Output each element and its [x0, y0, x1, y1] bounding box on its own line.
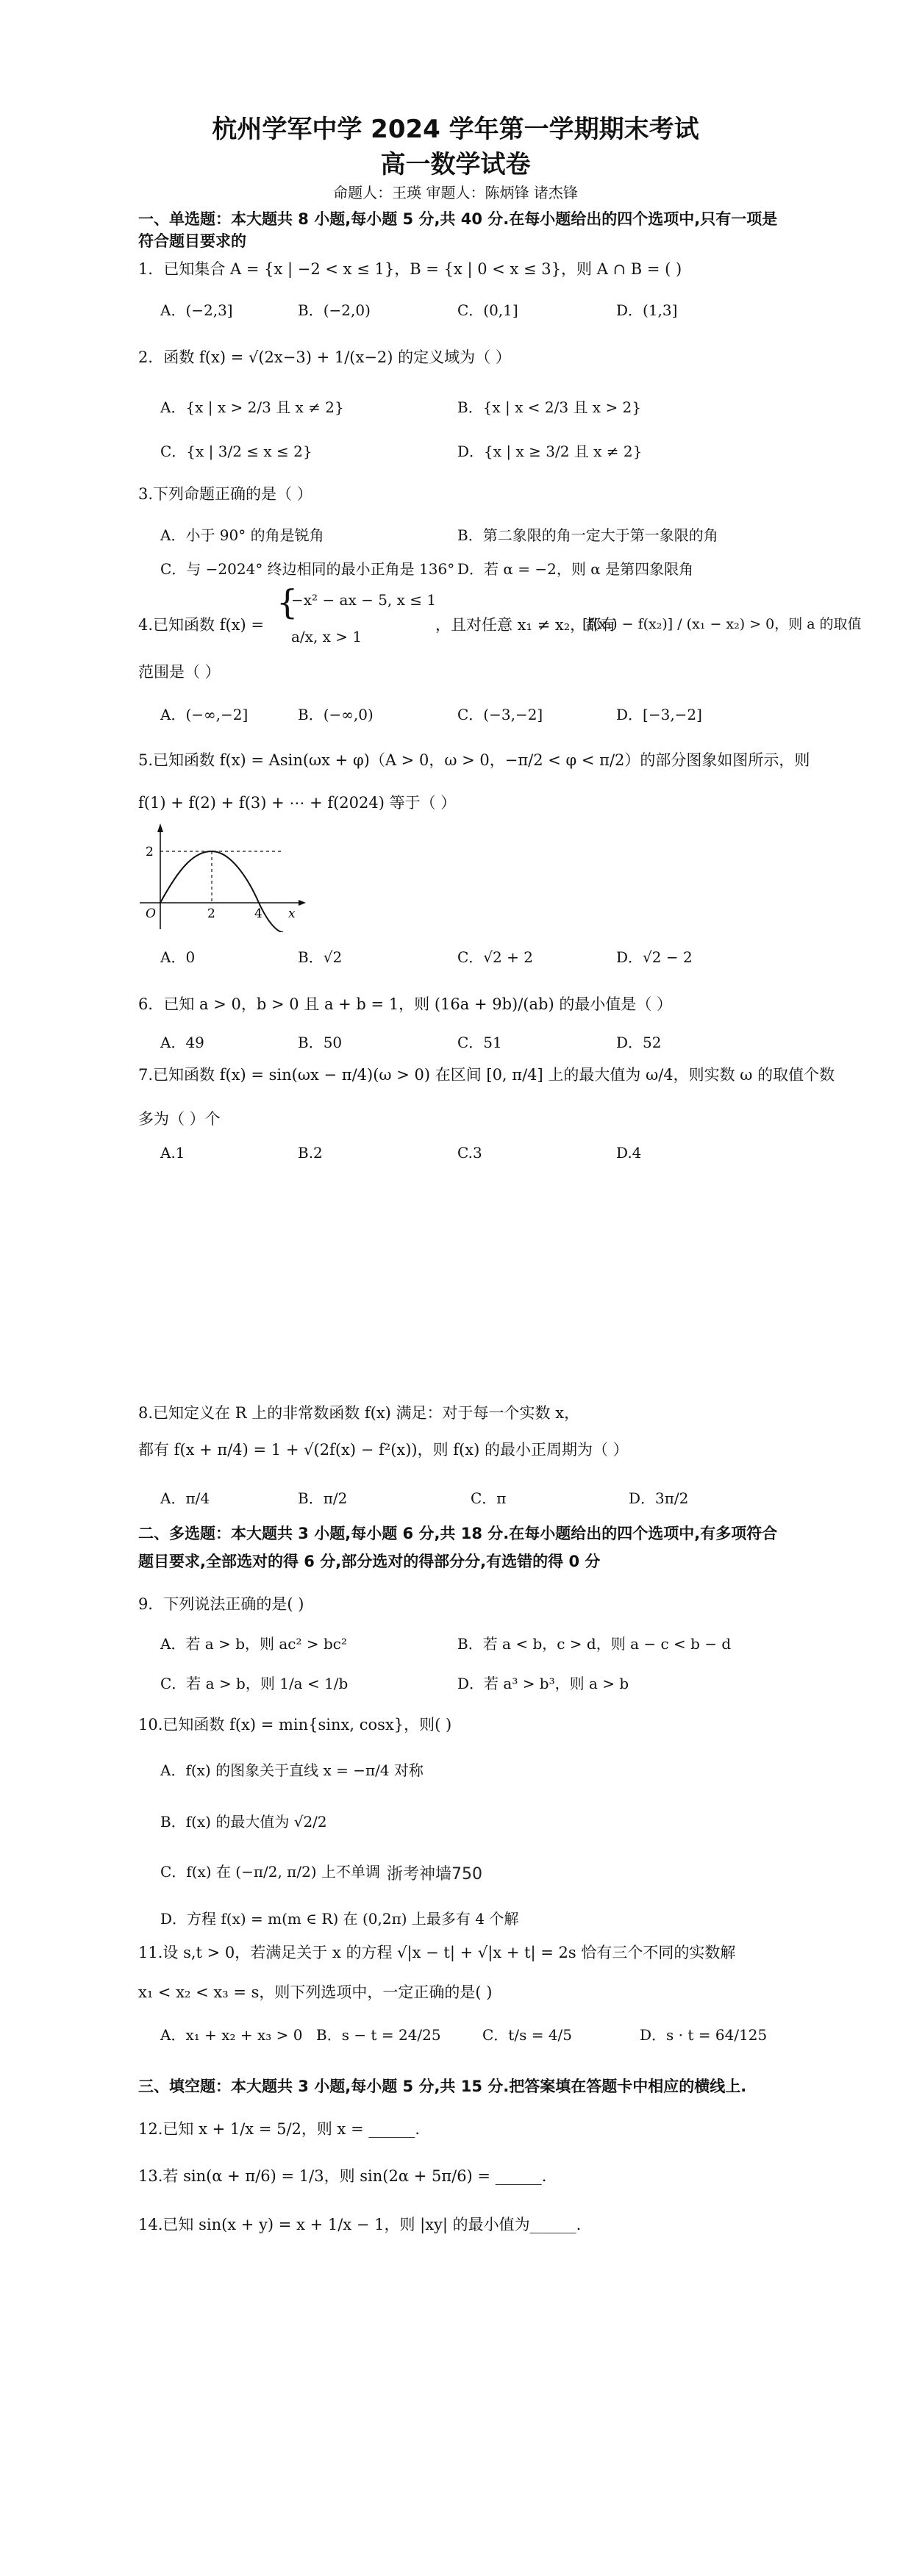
question-11-option-c: C．t/s = 4/5 [482, 2026, 573, 2044]
question-2-option-a: A．{x | x > 2/3 且 x ≠ 2} [160, 398, 344, 416]
question-1-option-b: B．(−2,0) [298, 301, 371, 319]
question-10-option-a: A．f(x) 的图象关于直线 x = −π/4 对称 [160, 1761, 424, 1779]
question-10-option-c: C．f(x) 在 (−π/2, π/2) 上不单调 [160, 1863, 380, 1881]
question-9-stem: 9．下列说法正确的是( ) [138, 1595, 304, 1613]
x-tick-label-4: 4 [254, 906, 262, 921]
question-7-option-b: B.2 [298, 1144, 323, 1162]
sine-graph-figure [132, 822, 309, 932]
question-4-stem-line2: 范围是（ ） [138, 663, 221, 681]
question-3-stem: 3.下列命题正确的是（ ） [138, 485, 312, 503]
question-12-stem: 12.已知 x + 1/x = 5/2，则 x = ______. [138, 2120, 421, 2138]
question-1-option-a: A．(−2,3] [160, 301, 233, 319]
question-8-option-b: B．π/2 [298, 1489, 348, 1507]
question-5-option-c: C．√2 + 2 [457, 948, 533, 966]
question-11-option-a: A．x₁ + x₂ + x₃ > 0 [160, 2026, 303, 2044]
section-heading: 二、多选题：本大题共 3 小题,每小题 6 分,共 18 分.在每小题给出的四个选项中,有多项符合 [138, 1525, 778, 1542]
question-9-option-b: B．若 a < b，c > d，则 a − c < b − d [457, 1635, 732, 1653]
question-6-option-c: C．51 [457, 1034, 502, 1051]
question-11-option-d: D．s · t = 64/125 [640, 2026, 768, 2044]
question-7-option-c: C.3 [457, 1144, 482, 1162]
question-8-option-a: A．π/4 [160, 1489, 210, 1507]
question-10-option-b: B．f(x) 的最大值为 √2/2 [160, 1813, 327, 1831]
question-4-piece-2: a/x, x > 1 [291, 628, 362, 645]
question-5-stem-line2: f(1) + f(2) + f(3) + ⋯ + f(2024) 等于（ ） [138, 794, 457, 812]
x-axis-arrow-icon [299, 900, 306, 906]
question-8-option-c: C．π [471, 1489, 507, 1507]
question-6-option-b: B．50 [298, 1034, 343, 1051]
question-8-stem-line2: 都有 f(x + π/4) = 1 + √(2f(x) − f²(x))，则 f(x) 的最小正周期为（ ） [138, 1441, 629, 1459]
question-8-stem: 8.已知定义在 R 上的非常数函数 f(x) 满足：对于每一个实数 x， [138, 1404, 580, 1422]
question-10-stem: 10.已知函数 f(x) = min{sinx, cosx}，则( ) [138, 1716, 452, 1734]
question-3-option-a: A．小于 90° 的角是锐角 [160, 526, 324, 544]
question-5-option-a: A．0 [160, 948, 196, 966]
x-tick-label-2: 2 [207, 906, 215, 921]
exam-subtitle: 高一数学试卷 [380, 150, 531, 179]
question-5-stem: 5.已知函数 f(x) = Asin(ωx + φ)（A > 0，ω > 0，−π/2 < φ < π/2）的部分图象如图所示，则 [138, 751, 810, 769]
question-6-stem: 6．已知 a > 0，b > 0 且 a + b = 1，则 (16a + 9b)/(ab) 的最小值是（ ） [138, 995, 673, 1013]
question-2-stem: 2．函数 f(x) = √(2x−3) + 1/(x−2) 的定义域为（ ） [138, 348, 511, 366]
question-6-option-d: D．52 [616, 1034, 662, 1051]
question-4-option-a: A．(−∞,−2] [160, 706, 249, 723]
question-7-stem: 7.已知函数 f(x) = sin(ωx − π/4)(ω > 0) 在区间 [0, π/4] 上的最大值为 ω/4，则实数 ω 的取值个数 [138, 1066, 835, 1084]
piecewise-brace-icon: { [276, 582, 299, 622]
y-axis-arrow-icon [157, 823, 163, 832]
question-4-inequality: [f(x₁) − f(x₂)] / (x₁ − x₂) > 0，则 a 的取值 [582, 616, 862, 632]
question-1-stem: 1．已知集合 A = {x | −2 < x ≤ 1}，B = {x | 0 < x ≤ 3}，则 A ∩ B = ( ) [138, 260, 682, 278]
question-2-option-d: D．{x | x ≥ 3/2 且 x ≠ 2} [457, 443, 643, 460]
question-7-option-d: D.4 [616, 1144, 642, 1162]
sine-curve [160, 851, 283, 932]
question-4-stem-mid: ，且对任意 x₁ ≠ x₂，都有 [435, 616, 617, 634]
question-4-option-d: D．[−3,−2] [616, 706, 702, 723]
question-14-stem: 14.已知 sin(x + y) = x + 1/x − 1，则 |xy| 的最小值为______. [138, 2216, 582, 2233]
question-13-stem: 13.若 sin(α + π/6) = 1/3，则 sin(2α + 5π/6) = ______. [138, 2167, 547, 2185]
section-heading: 一、单选题：本大题共 8 小题,每小题 5 分,共 40 分.在每小题给出的四个选项中,只有一项是 [138, 210, 778, 228]
question-3-option-b: B．第二象限的角一定大于第一象限的角 [457, 526, 718, 544]
section-heading-cont: 题目要求,全部选对的得 6 分,部分选对的得部分分,有选错的得 0 分 [138, 1553, 601, 1570]
question-2-option-c: C．{x | 3/2 ≤ x ≤ 2} [160, 443, 312, 460]
question-4-piece-1: −x² − ax − 5, x ≤ 1 [291, 591, 437, 609]
question-4-option-b: B．(−∞,0) [298, 706, 374, 723]
question-11-stem: 11.设 s,t > 0，若满足关于 x 的方程 √|x − t| + √|x + t| = 2s 恰有三个不同的实数解 [138, 1944, 736, 1961]
question-2-option-b: B．{x | x < 2/3 且 x > 2} [457, 398, 642, 416]
exam-authors: 命题人：王瑛 审题人：陈炳锋 诸杰锋 [333, 184, 578, 201]
question-3-option-d: D．若 α = −2，则 α 是第四象限角 [457, 560, 694, 578]
question-4-option-c: C．(−3,−2] [457, 706, 543, 723]
question-9-option-a: A．若 a > b，则 ac² > bc² [160, 1635, 347, 1653]
question-1-option-c: C．(0,1] [457, 301, 518, 319]
question-7-option-a: A.1 [160, 1144, 185, 1162]
origin-label: O [146, 906, 156, 921]
x-axis-label: x [288, 906, 296, 921]
y-tick-label: 2 [146, 845, 154, 859]
question-5-option-d: D．√2 − 2 [616, 948, 693, 966]
exam-title: 杭州学军中学 2024 学年第一学期期末考试 [212, 115, 699, 144]
question-8-option-d: D．3π/2 [629, 1489, 689, 1507]
question-6-option-a: A．49 [160, 1034, 204, 1051]
question-9-option-c: C．若 a > b，则 1/a < 1/b [160, 1675, 349, 1692]
section-heading-cont: 符合题目要求的 [138, 232, 246, 250]
watermark-text: 浙考神墙750 [387, 1865, 482, 1883]
question-10-option-d: D．方程 f(x) = m(m ∈ R) 在 (0,2π) 上最多有 4 个解 [160, 1910, 519, 1928]
question-1-option-d: D．(1,3] [616, 301, 678, 319]
question-7-stem-line2: 多为（ ）个 [138, 1110, 221, 1128]
section-heading: 三、填空题：本大题共 3 小题,每小题 5 分,共 15 分.把答案填在答题卡中相应的横线上. [138, 2078, 747, 2095]
question-5-option-b: B．√2 [298, 948, 343, 966]
question-4-stem-prefix: 4.已知函数 f(x) = [138, 616, 264, 634]
question-9-option-d: D．若 a³ > b³，则 a > b [457, 1675, 629, 1692]
question-11-stem-line2: x₁ < x₂ < x₃ = s，则下列选项中，一定正确的是( ) [138, 1983, 493, 2001]
question-3-option-c: C．与 −2024° 终边相同的最小正角是 136° [160, 560, 455, 578]
question-11-option-b: B．s − t = 24/25 [316, 2026, 441, 2044]
